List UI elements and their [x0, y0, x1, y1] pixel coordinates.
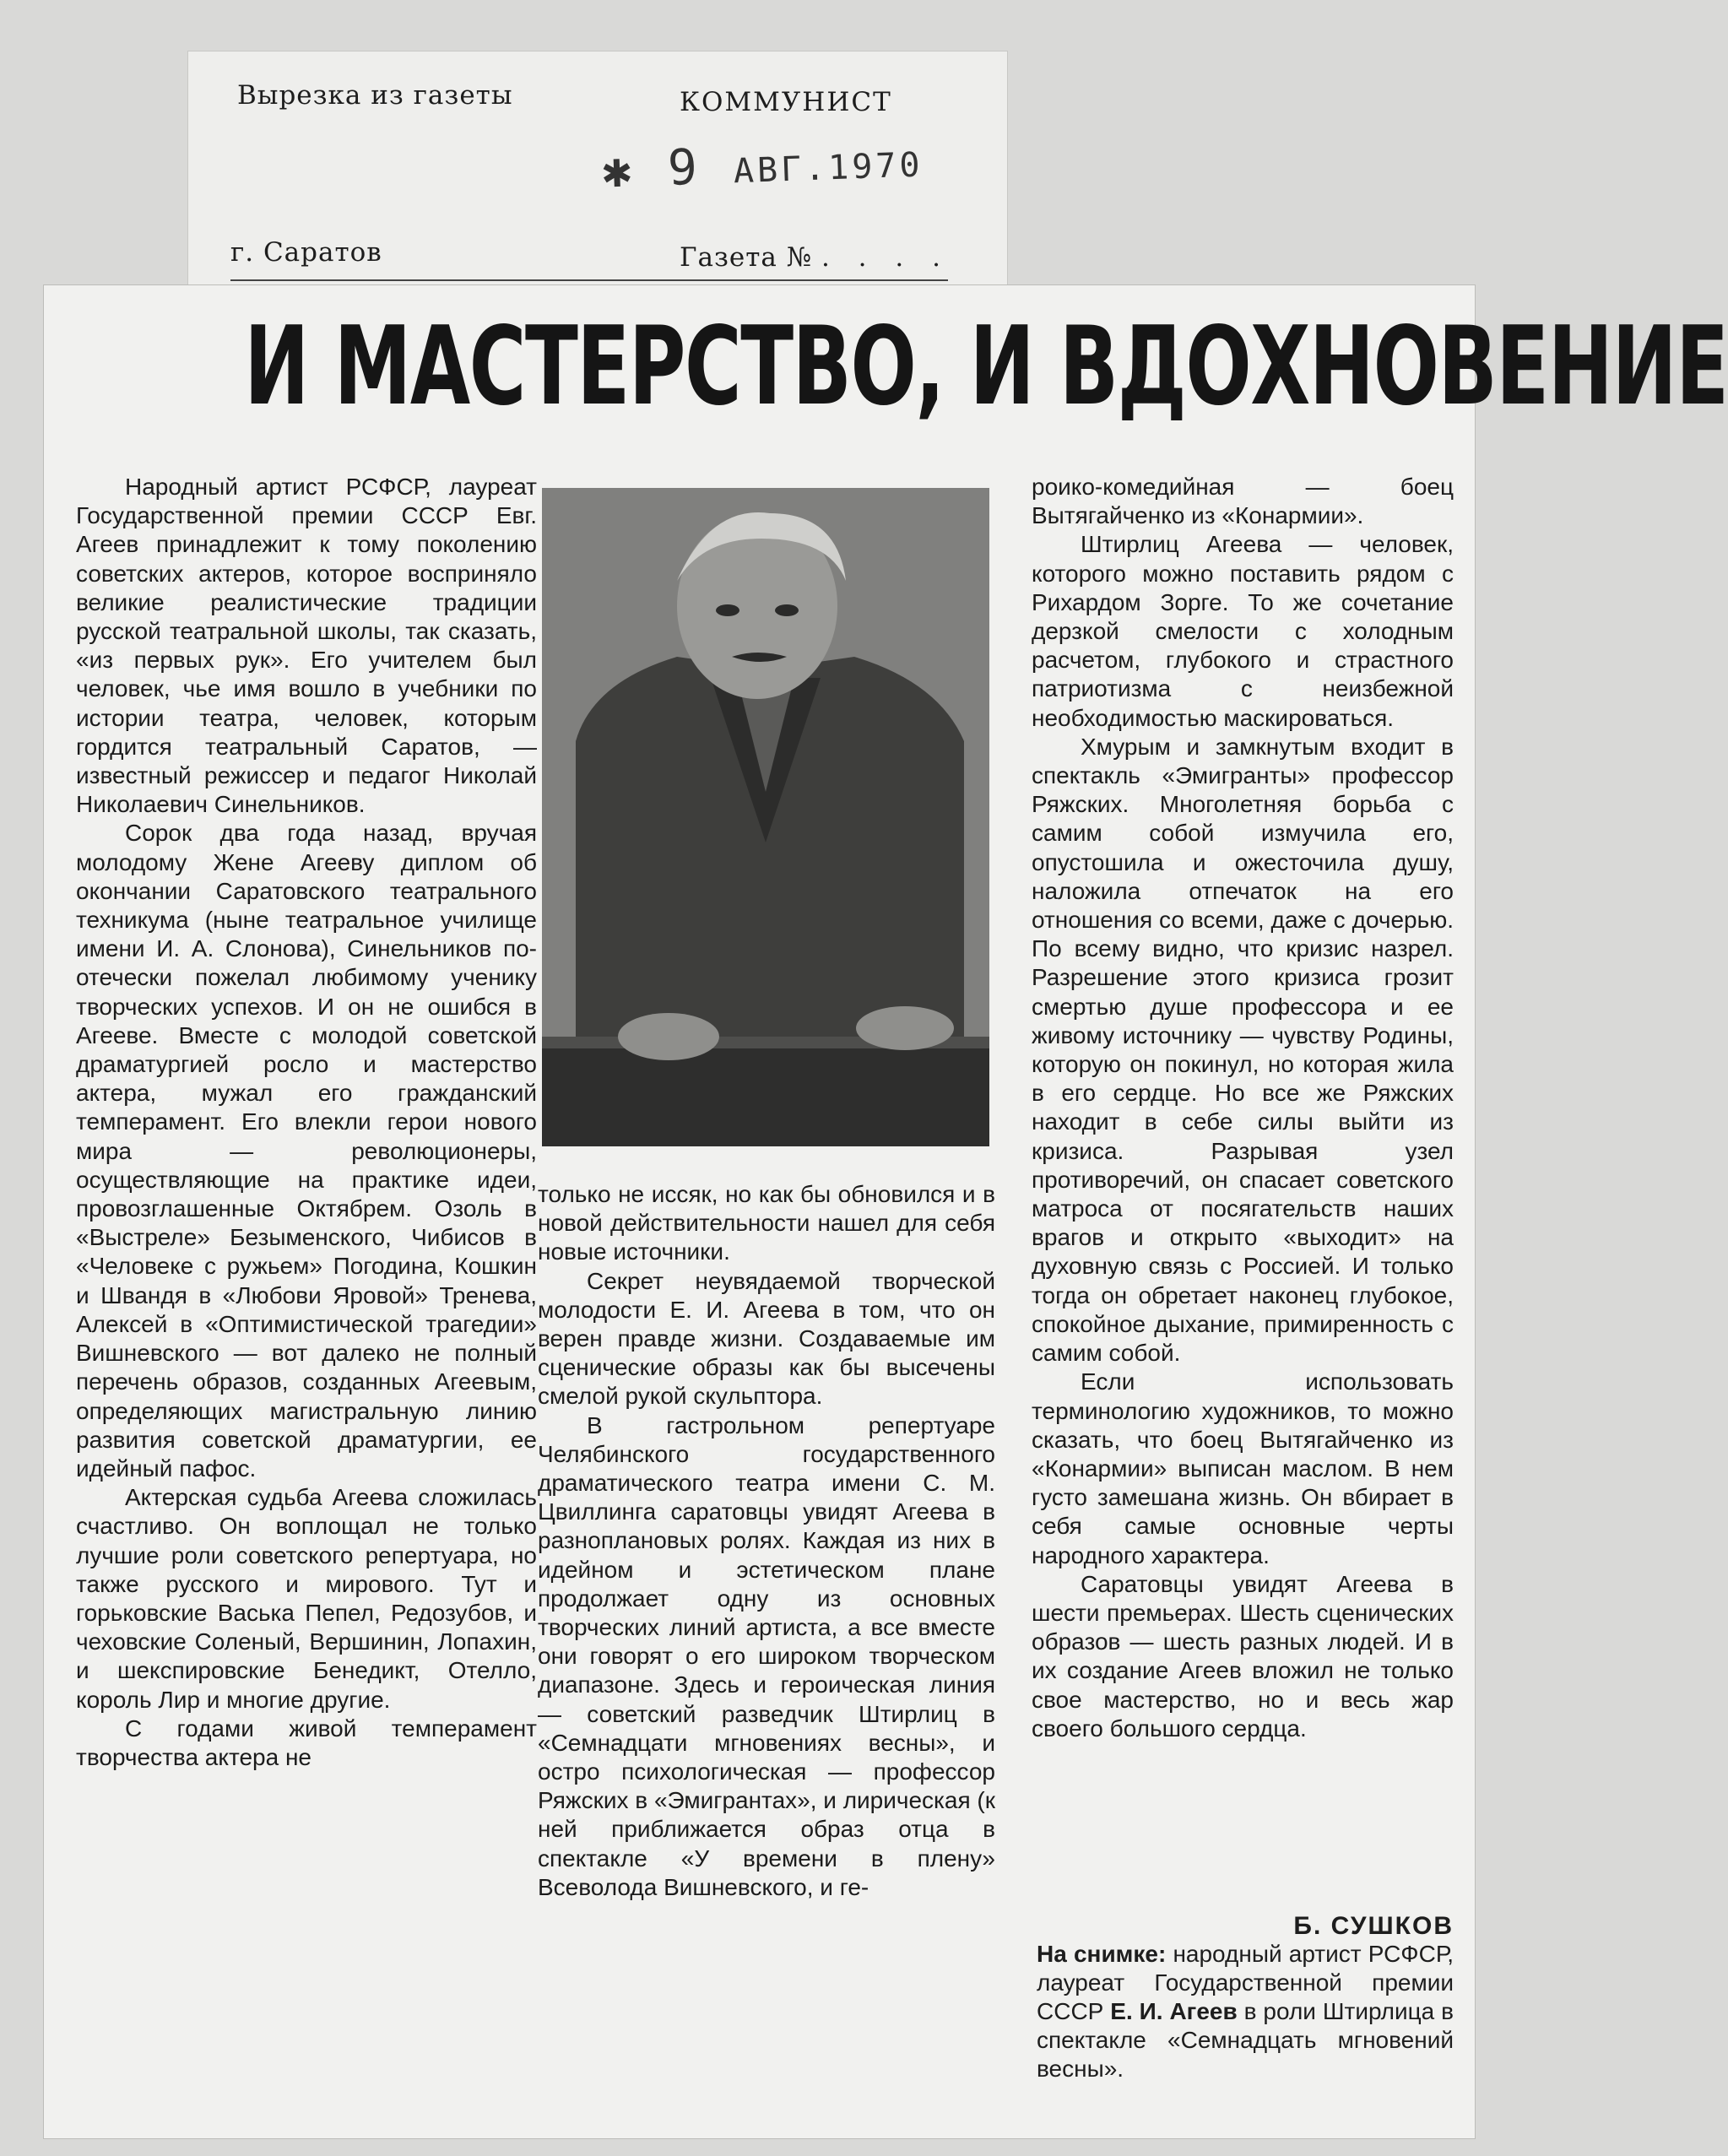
date-stamp-bullet: ✱: [600, 140, 636, 199]
paragraph: Секрет неувядаемой творческой молодости Е. И. Агеева в том, что он верен правде жизни. Создаваемые им сценические образы как бы высечены смелой рукой скульптора.: [538, 1267, 995, 1410]
photo-caption: [1037, 1940, 1454, 2083]
label-issue-text: Газета №: [680, 242, 813, 273]
paragraph: С годами живой темперамент творчества актера не: [76, 1715, 537, 1770]
paragraph: Штирлиц Агеева — человек, которого можно поставить рядом с Рихардом Зорге. То же сочетание дерзкой смелости с холодным расчетом, глубокого и страстного патриотизма с неизбежной необходимостью маскироваться.: [1032, 531, 1454, 731]
label-city: г. Саратов: [230, 237, 382, 268]
caption-text-2: в роли Штирлица в спектакле «Семнадцать мгновений весны».: [1037, 1998, 1454, 2082]
label-issue-dots: . . . .: [821, 242, 951, 273]
clipping-label: [187, 51, 1008, 306]
author-signature: Б. СУШКОВ: [1293, 1912, 1454, 1940]
newspaper-clipping: [44, 285, 1728, 2138]
article-column-3: [1032, 473, 1454, 1743]
actor-photo: [542, 488, 989, 1146]
label-issue: [680, 242, 951, 273]
date-stamp-day: 9: [666, 138, 701, 197]
article-column-2: [538, 1180, 995, 1902]
paragraph: Актерская судьба Агеева сложилась счастливо. Он воплощал не только лучшие роли советского репертуара, но также русского и мирового. Тут и горьковские Васька Пепел, Редозубов, и чеховские Соленый, Вершинин, Лопахин, и шекспировские Бенедикт, Отелло, король Лир и многие другие.: [76, 1484, 537, 1713]
caption-lead: На снимке:: [1037, 1941, 1167, 1967]
date-stamp: [601, 130, 924, 198]
label-rule: [230, 279, 948, 281]
paragraph: роико-комедийная — боец Вытягайченко из «Конармии».: [1032, 474, 1454, 529]
paragraph: только не иссяк, но как бы обновился и в новой действительности нашел для себя новые источники.: [538, 1181, 995, 1265]
actor-photo-illustration: [542, 488, 989, 1146]
caption-text-1: народный артист РСФСР, лауреат Государственной премии СССР: [1037, 1941, 1454, 2024]
caption-actor-name: Е. И. Агеев: [1110, 1998, 1238, 2024]
paragraph: Сорок два года назад, вручая молодому Жене Агееву диплом об окончании Саратовского театрального техникума (ныне театральное училище имени И. А. Слонова), Синельников по-отечески пожелал любимому ученику творческих успехов. И он не ошибся в Агееве. Вместе с молодой советской драматургией росло и мастерство актера, мужал его гражданский темперамент. Его влекли герои нового мира — революционеры, осуществляющие на практике идеи, провозглашенные Октябрем. Озоль в «Выстреле» Безыменского, Чибисов в «Человеке с ружьем» Погодина, Кошкин и Швандя в «Любови Яровой» Тренева, Алексей в «Оптимистической трагедии» Вишневского — вот далеко не полный перечень образов, созданных Агеевым, определяющих магистральную линию развития советской драматургии, ее идейный пафос.: [76, 820, 537, 1482]
article-headline: И МАСТЕРСТВО, И ВДОХНОВЕНИЕ: [244, 304, 1728, 430]
paragraph: Если использовать терминологию художников, то можно сказать, что боец Вытягайченко из «Конармии» выписан маслом. В нем густо замешана жизнь. Он вбирает в себя самые основные черты народного характера.: [1032, 1368, 1454, 1568]
label-clipping: Вырезка из газеты: [237, 80, 513, 111]
paragraph: Саратовцы увидят Агеева в шести премьерах. Шесть сценических образов — шесть разных людей. И в их создание Агеев вложил не только свое мастерство, но и весь жар своего большого сердца.: [1032, 1570, 1454, 1742]
date-stamp-month-year: АВГ.1970: [733, 145, 924, 192]
newspaper-name: КОММУНИСТ: [680, 87, 892, 117]
paragraph: В гастрольном репертуаре Челябинского государственного драматического театра имени С. М. Цвиллинга саратовцы увидят Агеева в разноплановых ролях. Каждая из них в идейном и эстетическом плане продолжает одну из основных творческих линий артиста, а все вместе они говорят о его широком творческом диапазоне. Здесь и героическая линия — советский разведчик Штирлиц в «Семнадцати мгновениях весны», и остро психологическая — профессор Ряжских в «Эмигрантах», и лирическая (к ней приближается образ отца в спектакле «У времени в плену» Всеволода Вишневского, и ге-: [538, 1411, 995, 1900]
article-column-1: [76, 473, 537, 1772]
paragraph: Хмурым и замкнутым входит в спектакль «Эмигранты» профессор Ряжских. Многолетняя борьба с самим собой измучила его, опустошила и ожесточила душу, наложила отпечаток на его отношения со всеми, даже с дочерью. По всему видно, что кризис назрел. Разрешение этого кризиса грозит смертью душе профессора и ее живому источнику — чувству Родины, которую он покинул, но которая жила в его сердце. Но все же Ряжских находит в себе силы выйти из кризиса. Разрывая узел противоречий, он спасает советского матроса от посягательств наших врагов и открыто «выходит» на духовную связь с Россией. И только тогда он обретает наконец глубокое, спокойное дыхание, примиренность с самим собой.: [1032, 733, 1454, 1367]
paragraph: Народный артист РСФСР, лауреат Государственной премии СССР Евг. Агеев принадлежит к тому поколению советских актеров, которое восприняло великие реалистические традиции русской театральной школы, так сказать, «из первых рук». Его учителем был человек, чье имя вошло в учебники по истории театра, человек, которым гордится театральный Саратов, — известный режиссер и педагог Николай Николаевич Синельников.: [76, 474, 537, 818]
